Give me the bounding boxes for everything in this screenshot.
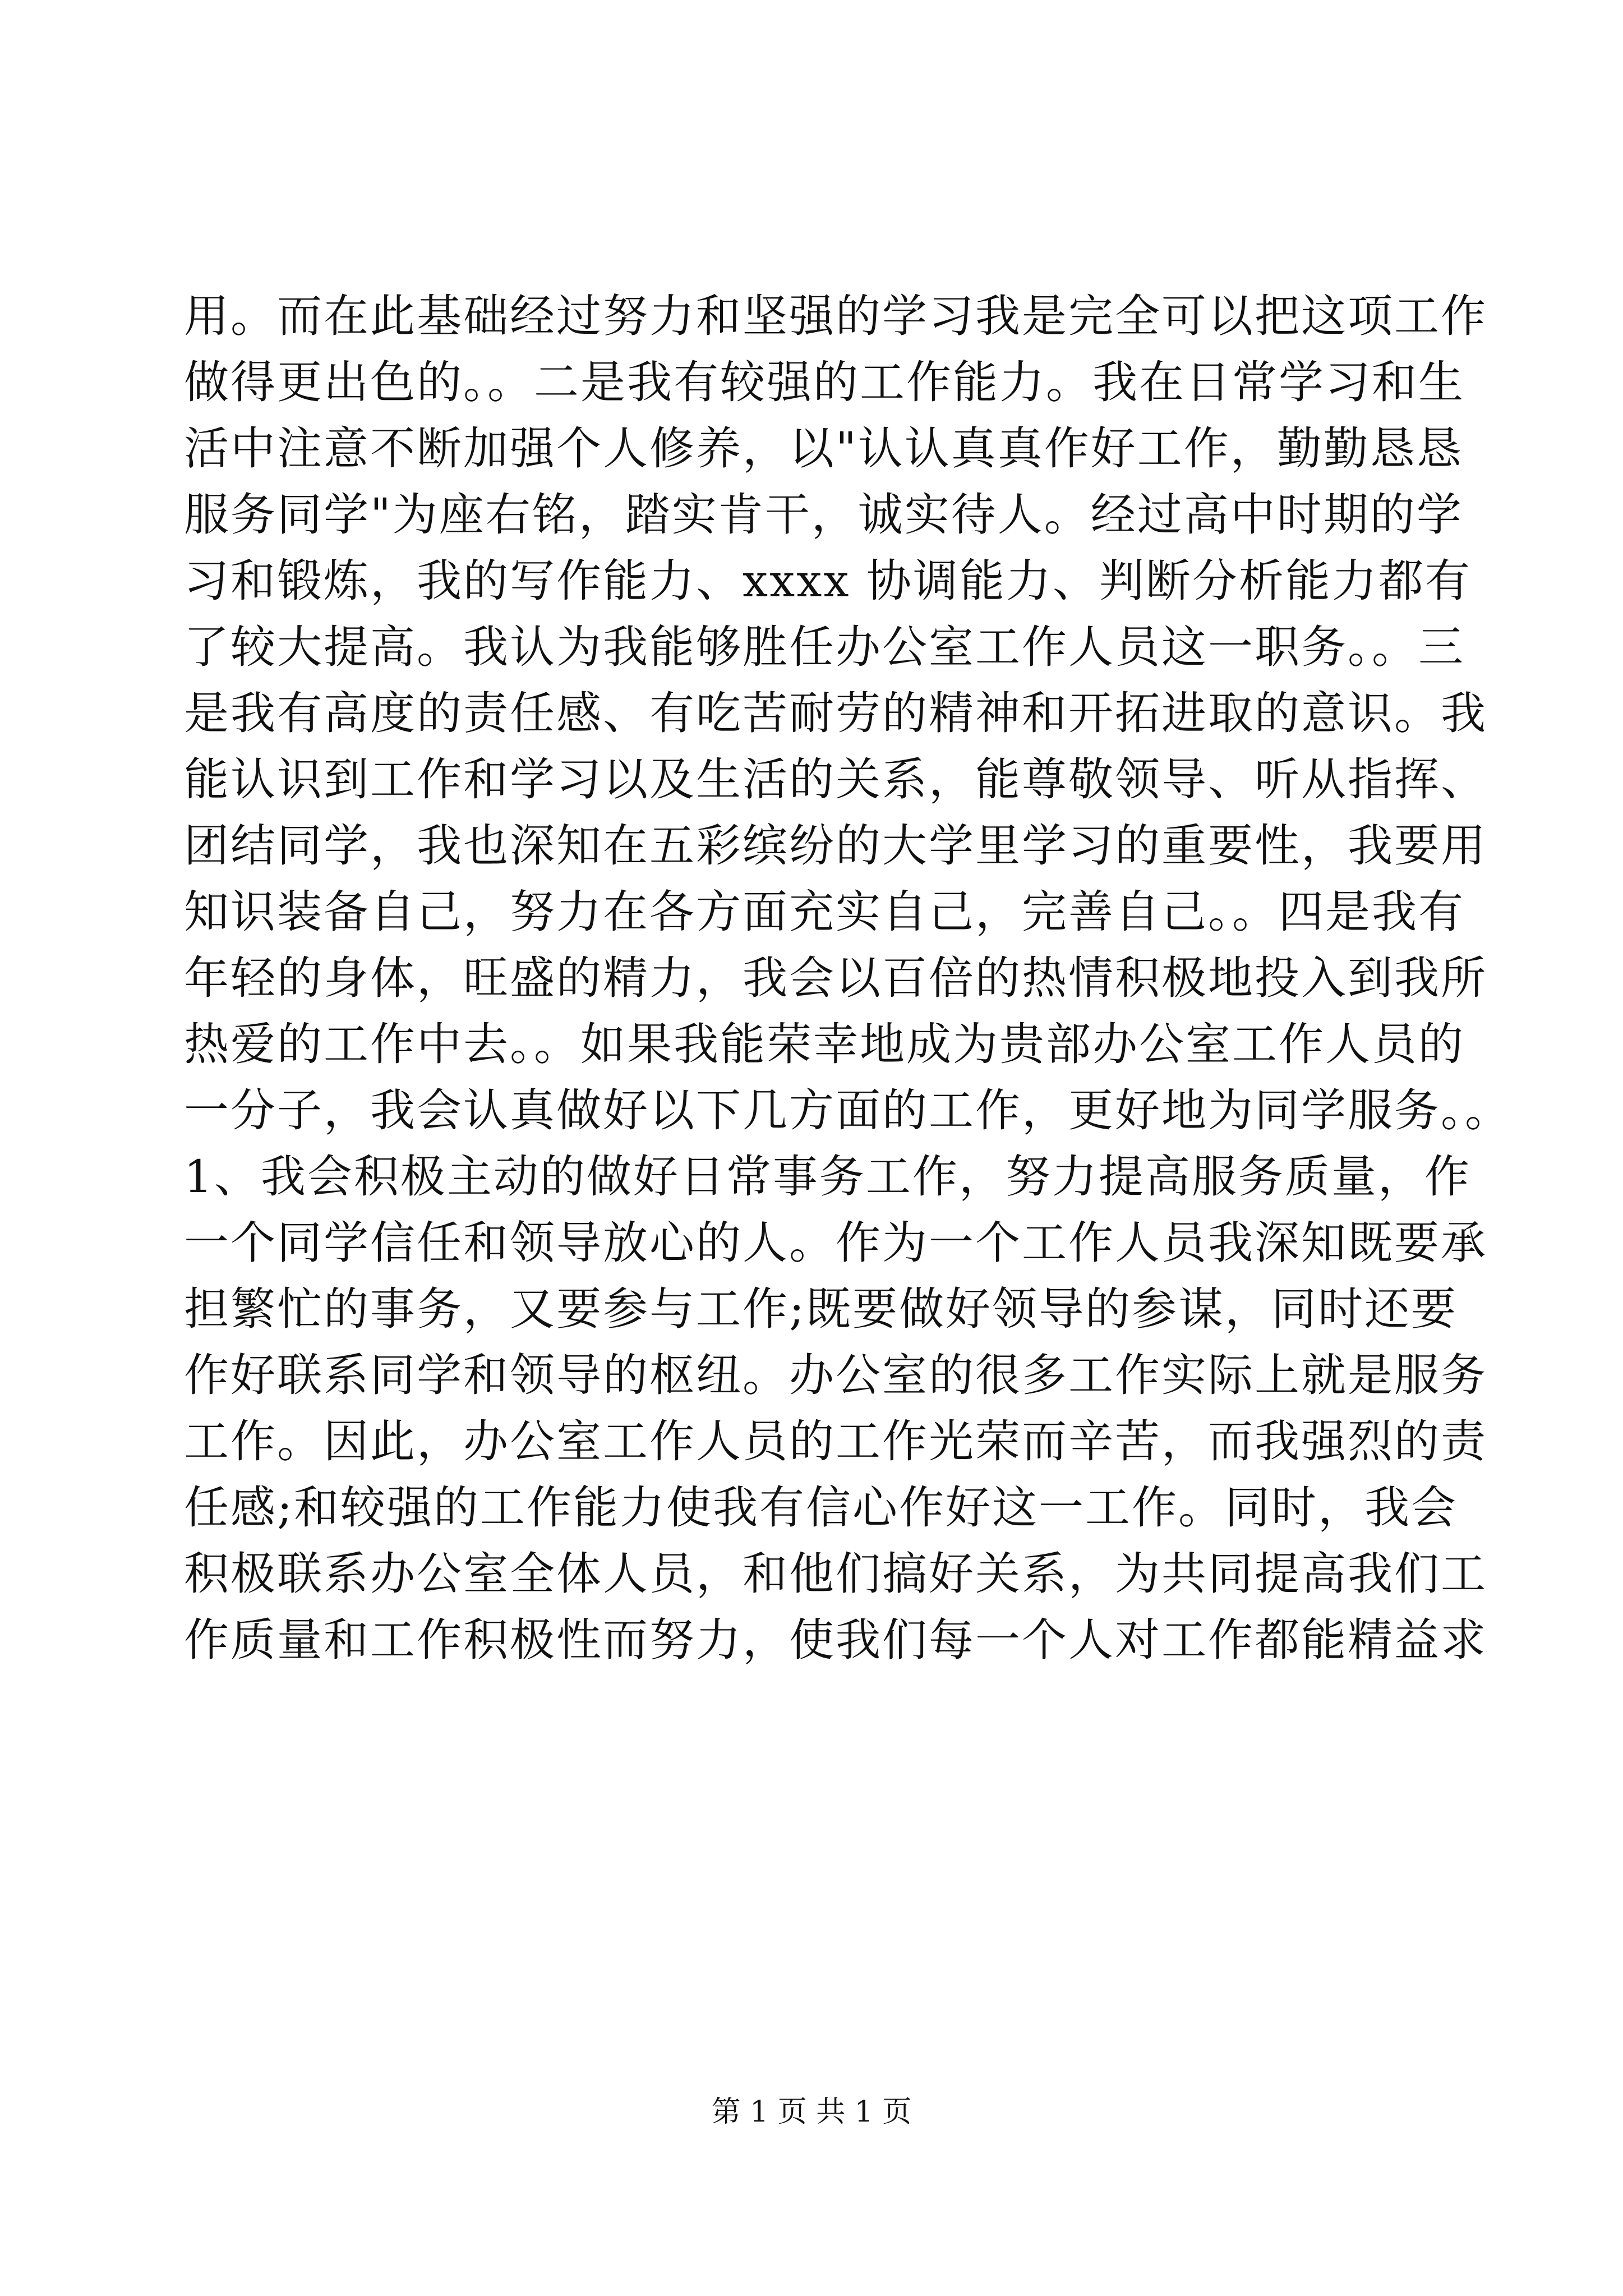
text-line: 活中注意不断加强个人修养，以"认认真真作好工作，勤勤恳恳	[184, 422, 1463, 475]
text-line: 能认识到工作和学习以及生活的关系，能尊敬领导、听从指挥、	[184, 753, 1487, 806]
text-line: 知识装备自己，努力在各方面充实自己，完善自己。。四是我有	[184, 886, 1465, 938]
text-line: 积极联系办公室全体人员，和他们搞好关系，为共同提高我们工	[184, 1548, 1487, 1600]
text-line: 做得更出色的。。二是我有较强的工作能力。我在日常学习和生	[184, 356, 1465, 408]
text-line: 作好联系同学和领导的枢纽。办公室的很多工作实际上就是服务	[184, 1349, 1487, 1401]
text-line: 作质量和工作积极性而努力，使我们每一个人对工作都能精益求	[184, 1614, 1487, 1666]
text-line: 用。而在此基础经过努力和坚强的学习我是完全可以把这项工作	[184, 290, 1487, 342]
text-line: 工作。因此，办公室工作人员的工作光荣而辛苦，而我强烈的责	[184, 1415, 1487, 1467]
text-line: 任感;和较强的工作能力使我有信心作好这一工作。同时，我会	[184, 1481, 1458, 1534]
body-text	[184, 283, 1511, 1673]
text-line: 习和锻炼，我的写作能力、xxxx 协调能力、判断分析能力都有	[184, 555, 1472, 607]
text-line: 热爱的工作中去。。如果我能荣幸地成为贵部办公室工作人员的	[184, 1018, 1465, 1070]
text-line: 服务同学"为座右铭，踏实肯干，诚实待人。经过高中时期的学	[184, 489, 1463, 541]
page-number-footer: 第 1 页 共 1 页	[711, 2095, 912, 2129]
text-line: 是我有高度的责任感、有吃苦耐劳的精神和开拓进取的意识。我	[184, 687, 1487, 739]
text-line: 团结同学，我也深知在五彩缤纷的大学里学习的重要性，我要用	[184, 820, 1487, 872]
text-line: 一分子，我会认真做好以下几方面的工作，更好地为同学服务。。	[184, 1084, 1511, 1137]
text-line: 年轻的身体，旺盛的精力，我会以百倍的热情积极地投入到我所	[184, 952, 1487, 1004]
text-line: 1、我会积极主动的做好日常事务工作，努力提高服务质量，作	[184, 1151, 1471, 1203]
text-line: 了较大提高。我认为我能够胜任办公室工作人员这一职务。。三	[184, 621, 1465, 673]
text-line: 担繁忙的事务，又要参与工作;既要做好领导的参谋，同时还要	[184, 1283, 1458, 1335]
text-line: 一个同学信任和领导放心的人。作为一个工作人员我深知既要承	[184, 1217, 1487, 1269]
